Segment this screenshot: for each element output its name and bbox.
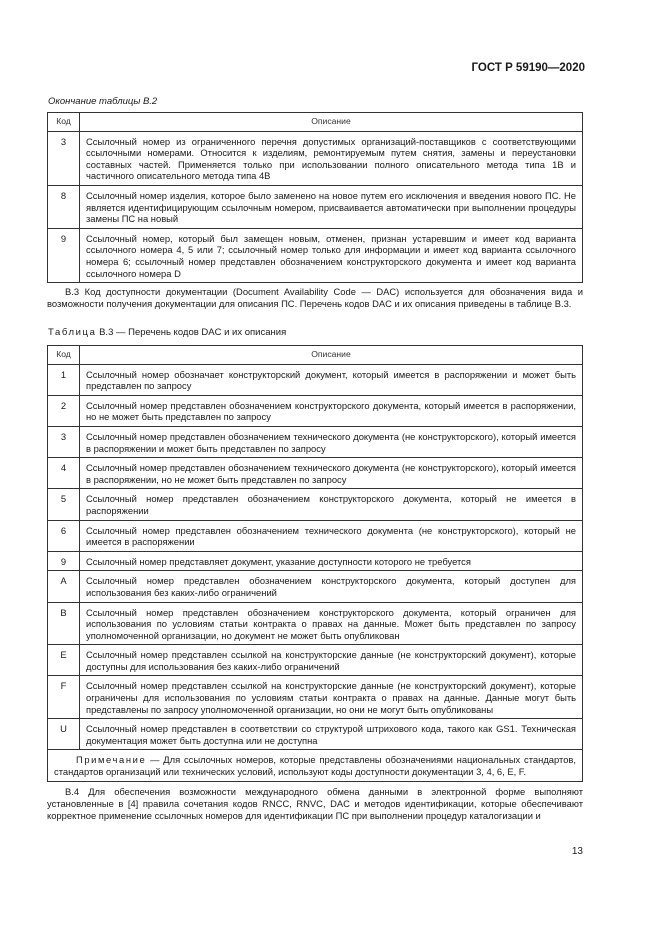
row-description: Ссылочный номер представлен обозначением конструкторского документа, который имеется в распоряжении, но не может быть представлен по запросу [80,395,583,426]
table-b3-caption-text: В.3 — Перечень кодов DAC и их описания [96,327,287,338]
col-header-code: Код [48,113,80,132]
row-description: Ссылочный номер, который был замещен новым, отменен, признан устаревшим и имеет код варианта ссылочного номера 4, 5 или 7; ссылочный номер только для информации и имеет код варианта ссылочного номера 6; ссылочный номер представлен обозначением конструкторского документа и имеет код варианта ссылочного номера D [80,228,583,282]
row-code: 5 [48,489,80,520]
row-code: U [48,719,80,750]
row-code: 3 [48,426,80,457]
row-description: Ссылочный номер представлен обозначением технического документа (не конструкторского), который имеется в распоряжении, но не может быть представлен по запросу [80,458,583,489]
table-row [48,676,583,719]
row-description: Ссылочный номер представлен обозначением конструкторского документа, который ограничен для использования по условиям статьи контракта о правах на данные. Может быть представлен по запросу уполномоченной организации, но документ не может быть опубликован [80,602,583,645]
note-label: Примечание [76,754,147,766]
row-code: 8 [48,185,80,228]
table-row [48,426,583,457]
table-b2 [47,112,583,283]
row-code: 4 [48,458,80,489]
row-description: Ссылочный номер обозначает конструкторский документ, который имеется в распоряжении и может быть представлен по запросу [80,364,583,395]
table-row [48,645,583,676]
table-b3 [47,345,583,782]
row-description: Ссылочный номер представлен ссылкой на конструкторские данные (не конструкторский документ), которые ограничены для использования по условиям статьи контракта о правах на данные. Данные могут быть представлены по запросу уполномоченной организации, но они не могут быть опубликованы [80,676,583,719]
paragraph-b4: В.4 Для обеспечения возможности международного обмена данными в электронной форме выполняют установленные в [4] правила сочетания кодов RNCC, RNVC, DAC и методов идентификации, которые обеспечивают корректное применение ссылочных номеров для идентификации ПС при выполнении процедур каталогизации и [47,786,583,821]
col-header-code: Код [48,346,80,365]
row-description: Ссылочный номер представлен ссылкой на конструкторские данные (не конструкторский документ), которые доступны для использования без каких-либо ограничений [80,645,583,676]
row-description: Ссылочный номер изделия, которое было заменено на новое путем его исключения и введения нового ПС. Не является идентифицирующим ссылочным номером, присваивается автоматически при выполнении процедуры замены ПС на новый [80,185,583,228]
row-description: Ссылочный номер представлен обозначением конструкторского документа, который не имеется в распоряжении [80,489,583,520]
row-code: F [48,676,80,719]
page-number: 13 [571,846,583,857]
col-header-description: Описание [80,113,583,132]
row-code: 3 [48,131,80,185]
col-header-description: Описание [80,346,583,365]
table-row [48,551,583,571]
table-note [48,750,583,781]
table-b2-body [48,131,583,283]
table-row [48,489,583,520]
table-row [48,520,583,551]
paragraph-b3: В.3 Код доступности документации (Document Availability Code — DAC) используется для обозначения вида и возможности получения документации для описания ПС. Перечень кодов DAC и их описания приведены в таблице В.3. [47,286,583,309]
row-description: Ссылочный номер представлен обозначением конструкторского документа, который доступен для использования без каких-либо ограничений [80,571,583,602]
row-description: Ссылочный номер из ограниченного перечня допустимых организаций-поставщиков с соответствующими ссылочными номерами. Относится к изделиям, ремонтируемым путем снятия, замены и переустановки составных частей. Применяется только при использовании полного описательного метода типа 1В и частичного описательного метода типа 4В [80,131,583,185]
table-row [48,571,583,602]
row-description: Ссылочный номер представлен обозначением технического документа (не конструкторского), который не имеется в распоряжении [80,520,583,551]
table-row [48,185,583,228]
table-row [48,364,583,395]
row-code: 9 [48,551,80,571]
row-description: Ссылочный номер представлен в соответствии со структурой штрихового кода, такого как GS1. Техническая документация может быть доступна или не доступна [80,719,583,750]
row-code: 1 [48,364,80,395]
table-row [48,719,583,750]
row-code: 9 [48,228,80,282]
table-b2-caption: Окончание таблицы В.2 [48,96,158,107]
table-row [48,131,583,185]
row-code: 2 [48,395,80,426]
row-code: Е [48,645,80,676]
row-code: В [48,602,80,645]
standard-header: ГОСТ Р 59190—2020 [471,62,585,74]
row-description: Ссылочный номер представлен обозначением технического документа (не конструкторского), который имеется в распоряжении и может быть представлен по запросу [80,426,583,457]
table-row [48,602,583,645]
table-b3-body [48,364,583,750]
row-description: Ссылочный номер представляет документ, указание доступности которого не требуется [80,551,583,571]
table-row [48,395,583,426]
table-b3-caption-word: Таблица [48,327,97,338]
table-row [48,458,583,489]
row-code: 6 [48,520,80,551]
table-row [48,228,583,282]
table-b3-caption [48,327,286,338]
row-code: А [48,571,80,602]
note-text: — Для ссылочных номеров, которые представлены обозначениями национальных стандартов, стандартов организаций или технических условий, используют коды доступности документации 3, 4, 6, E, F. [54,754,576,778]
